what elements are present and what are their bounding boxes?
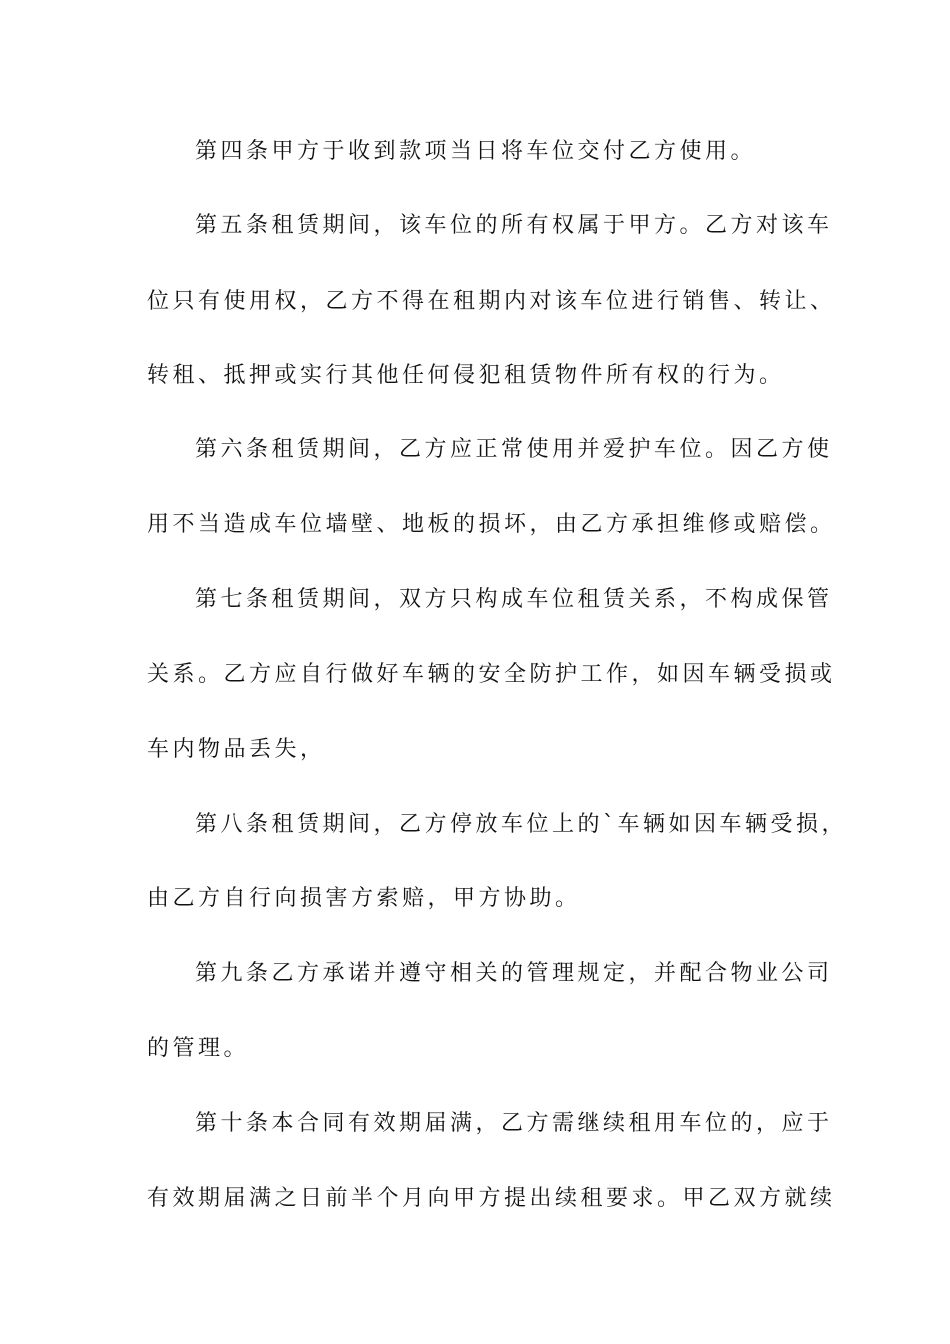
paragraph-article-6-line-2: 用不当造成车位墙壁、地板的损坏，由乙方承担维修或赔偿。 [147,512,836,537]
paragraph-article-4-line-1: 第四条甲方于收到款项当日将车位交付乙方使用。 [195,139,757,164]
paragraph-article-10-line-1: 第十条本合同有效期届满，乙方需继续租用车位的，应于 [195,1111,833,1136]
paragraph-article-8-line-2: 由乙方自行向损害方索赔，甲方协助。 [147,886,581,911]
paragraph-article-7-line-1: 第七条租赁期间，双方只构成车位租赁关系，不构成保管 [195,587,833,612]
paragraph-article-9-line-1: 第九条乙方承诺并遵守相关的管理规定，并配合物业公司 [195,961,833,986]
paragraph-article-10-line-2: 有效期届满之日前半个月向甲方提出续租要求。甲乙双方就续 [147,1186,836,1211]
paragraph-article-7-line-3: 车内物品丢失， [147,737,326,762]
paragraph-article-9-line-2: 的管理。 [147,1036,250,1061]
paragraph-article-5-line-1: 第五条租赁期间，该车位的所有权属于甲方。乙方对该车 [195,213,833,238]
paragraph-article-8-line-1: 第八条租赁期间，乙方停放车位上的`车辆如因车辆受损， [195,812,848,837]
paragraph-article-6-line-1: 第六条租赁期间，乙方应正常使用并爱护车位。因乙方使 [195,437,833,462]
paragraph-article-7-line-2: 关系。乙方应自行做好车辆的安全防护工作，如因车辆受损或 [147,662,836,687]
paragraph-article-5-line-3: 转租、抵押或实行其他任何侵犯租赁物件所有权的行为。 [147,363,785,388]
paragraph-article-5-line-2: 位只有使用权，乙方不得在租期内对该车位进行销售、转让、 [147,289,836,314]
